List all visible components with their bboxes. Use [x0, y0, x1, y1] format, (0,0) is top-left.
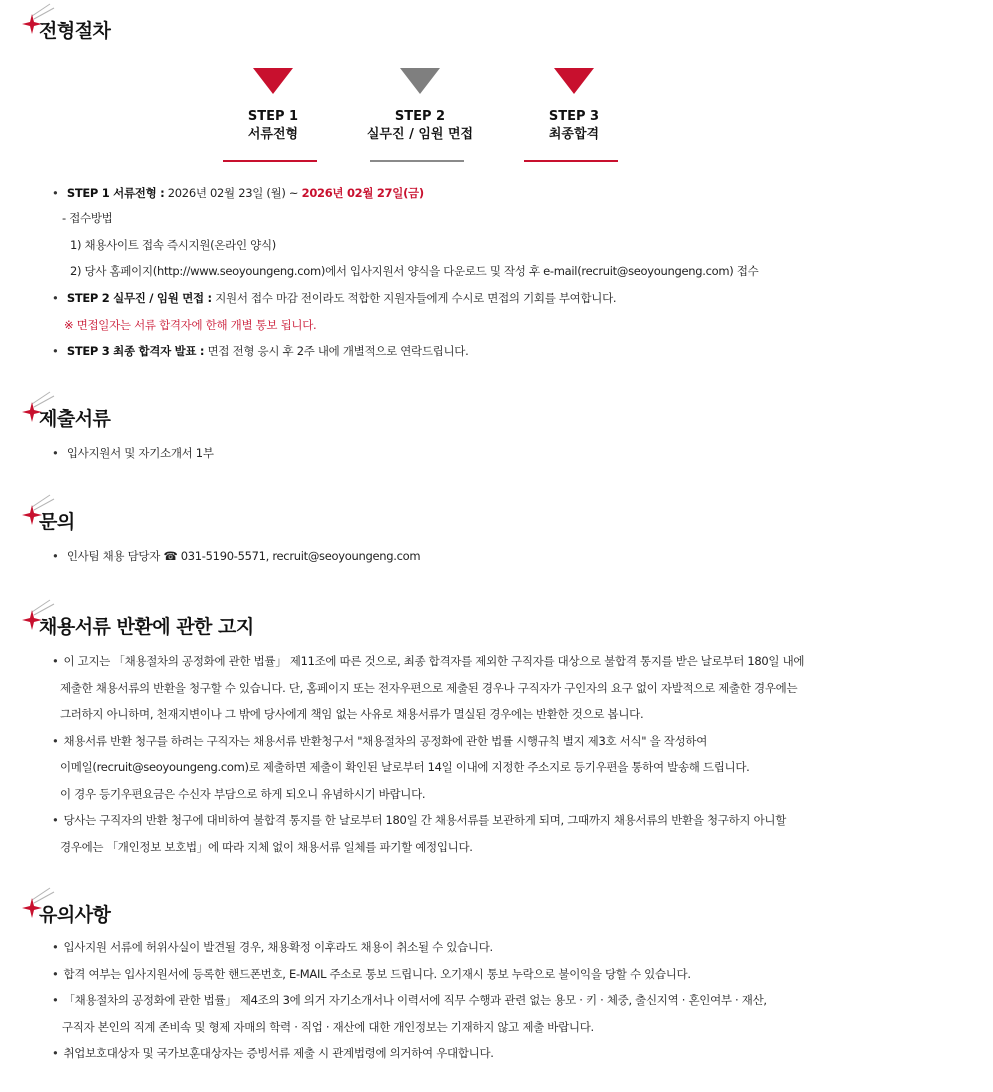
step-1	[213, 68, 333, 168]
triangle-down-icon	[554, 68, 594, 94]
notice-p1-line2: 제출한 채용서류의 반환을 청구할 수 있습니다. 단, 홈페이지 또는 전자우편으로 제출된 경우나 구직자가 구인자의 요구 없이 자발적으로 제출한 경우에는	[60, 681, 798, 695]
notice-p2-line1: • 채용서류 반환 청구를 하려는 구직자는 채용서류 반환청구서 "채용절차의 공정화에 관한 법률 시행규칙 별지 제3호 서식" 을 작성하여	[52, 734, 707, 748]
section-header-process	[0, 0, 993, 40]
step-2	[360, 68, 480, 168]
caution-4: • 취업보호대상자 및 국가보훈대상자는 증빙서류 제출 시 관계법령에 의거하여 우대합니다.	[52, 1046, 494, 1060]
step2-detail: • STEP 2 실무진 / 임원 면접 : 지원서 접수 마감 전이라도 적합한 지원자들에게 수시로 면접의 기회를 부여합니다.	[52, 291, 616, 305]
contact-item: • 인사팀 채용 담당자 ☎ 031-5190-5571, recruit@seoyoungeng.com	[52, 549, 420, 563]
step-1-underline	[223, 160, 317, 162]
notice-p1-line1: • 이 고지는 「채용절차의 공정화에 관한 법률」 제11조에 따른 것으로, 최종 합격자를 제외한 구직자를 대상으로 불합격 통지를 받은 날로부터 180일 내에	[52, 654, 804, 668]
step-2-name: 실무진 / 임원 면접	[366, 127, 474, 142]
notice-p2-line3: 이 경우 등기우편요금은 수신자 부담으로 하게 되오니 유념하시기 바랍니다.	[60, 787, 426, 801]
step3-detail: • STEP 3 최종 합격자 발표 : 면접 전형 응시 후 2주 내에 개별적으로 연락드립니다.	[52, 344, 468, 358]
step-2-number: STEP 2	[394, 109, 446, 124]
step-3-underline	[524, 160, 618, 162]
step-3	[514, 68, 634, 168]
triangle-down-icon	[253, 68, 293, 94]
method-1: 1) 채용사이트 접속 즉시지원(온라인 양식)	[70, 238, 276, 252]
step-1-number: STEP 1	[247, 109, 299, 124]
section-header-notice	[0, 596, 993, 636]
section-notice	[0, 596, 993, 854]
step-3-number: STEP 3	[548, 109, 600, 124]
method-title: - 접수방법	[62, 211, 113, 225]
section-process	[0, 0, 993, 358]
step-3-name: 최종합격	[548, 127, 600, 142]
step1-detail: • STEP 1 서류전형 : 2026년 02월 23일 (월) ~ 2026년 02월 27일(금)	[52, 186, 424, 200]
step-2-underline	[370, 160, 464, 162]
section-title-contact: 문의	[39, 511, 75, 533]
section-title-documents: 제출서류	[39, 408, 111, 430]
caution-3-line1: • 「채용절차의 공정화에 관한 법률」 제4조의 3에 의거 자기소개서나 이력서에 직무 수행과 관련 없는 용모 · 키 · 체중, 출신지역 · 혼인여부 · 재산,	[52, 993, 767, 1007]
caution-1: • 입사지원 서류에 허위사실이 발견될 경우, 채용확정 이후라도 채용이 취소될 수 있습니다.	[52, 940, 493, 954]
method-2: 2) 당사 홈페이지(http://www.seoyoungeng.com)에서 입사지원서 양식을 다운로드 및 작성 후 e-mail(recruit@seoyoungeng.com) 접수	[70, 264, 759, 278]
caution-3-line2: 구직자 본인의 직계 존비속 및 형제 자매의 학력 · 직업 · 재산에 대한 개인정보는 기재하지 않고 제출 바랍니다.	[62, 1020, 594, 1034]
section-caution	[0, 884, 993, 1060]
step2-note: ※ 면접일자는 서류 합격자에 한해 개별 통보 됩니다.	[64, 318, 317, 332]
section-documents	[0, 388, 993, 460]
section-header-caution	[0, 884, 993, 924]
section-title-notice: 채용서류 반환에 관한 고지	[39, 616, 254, 638]
section-header-documents	[0, 388, 993, 428]
documents-item: • 입사지원서 및 자기소개서 1부	[52, 446, 214, 460]
triangle-down-icon	[400, 68, 440, 94]
notice-p2-line2: 이메일(recruit@seoyoungeng.com)로 제출하면 제출이 확인된 날로부터 14일 이내에 지정한 주소지로 등기우편을 통하여 발송해 드립니다.	[60, 760, 750, 774]
step-1-name: 서류전형	[247, 127, 299, 142]
process-steps	[0, 68, 993, 168]
section-title-process: 전형절차	[39, 20, 111, 42]
notice-p3-line1: • 당사는 구직자의 반환 청구에 대비하여 불합격 통지를 한 날로부터 180일 간 채용서류를 보관하게 되며, 그때까지 채용서류의 반환을 청구하지 아니할	[52, 813, 786, 827]
section-title-caution: 유의사항	[39, 904, 111, 926]
section-header-contact	[0, 491, 993, 531]
notice-p3-line2: 경우에는 「개인정보 보호법」에 따라 지체 없이 채용서류 일체를 파기할 예정입니다.	[60, 840, 473, 854]
caution-2: • 합격 여부는 입사지원서에 등록한 핸드폰번호, E-MAIL 주소로 통보 드립니다. 오기재시 통보 누락으로 불이익을 당할 수 있습니다.	[52, 967, 691, 981]
notice-p1-line3: 그러하지 아니하며, 천재지변이나 그 밖에 당사에게 책임 없는 사유로 채용서류가 멸실된 경우에는 반환한 것으로 봅니다.	[60, 707, 644, 721]
section-contact	[0, 491, 993, 563]
